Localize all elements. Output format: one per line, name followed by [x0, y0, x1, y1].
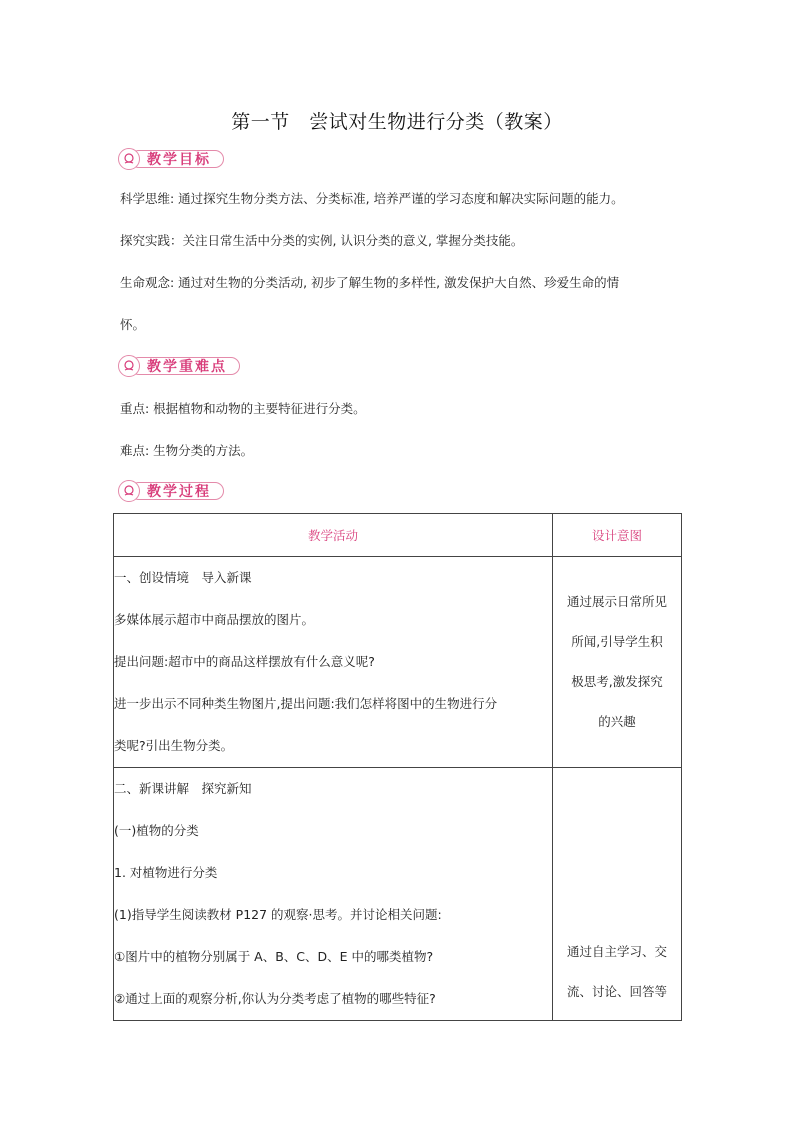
book-icon: [118, 480, 140, 502]
intent-line: 通过自主学习、交: [566, 944, 667, 959]
intent-line: 的兴趣: [598, 714, 636, 729]
goal-line: 科学思维: 通过探究生物分类方法、分类标准, 培养严谨的学习态度和解决实际问题的能力。: [120, 191, 624, 206]
column-header-activity: 教学活动: [114, 514, 553, 557]
key-point-line: 重点: 根据植物和动物的主要特征进行分类。: [120, 401, 366, 416]
intent-line: 所闻,引导学生积: [571, 634, 663, 649]
activity-line: 类呢?引出生物分类。: [114, 738, 234, 753]
section-badge-key-points: [118, 355, 240, 377]
activity-cell: [114, 768, 553, 1021]
book-icon: [118, 355, 140, 377]
activity-cell: [114, 557, 553, 768]
activity-line: 多媒体展示超市中商品摆放的图片。: [114, 612, 315, 627]
activity-line: 进一步出示不同种类生物图片,提出问题:我们怎样将图中的生物进行分: [114, 696, 498, 711]
section-badge-process: [118, 480, 224, 502]
activity-line: 一、创设情境 导入新课: [114, 570, 252, 585]
book-icon: [118, 148, 140, 170]
section-heading-key-points: 教学重难点: [130, 357, 240, 375]
activity-line: (一)植物的分类: [114, 823, 199, 838]
intent-cell: [553, 557, 682, 768]
activity-line: ②通过上面的观察分析,你认为分类考虑了植物的哪些特征?: [114, 991, 436, 1006]
activity-line: 提出问题:超市中的商品这样摆放有什么意义呢?: [114, 654, 375, 669]
process-table: [113, 513, 682, 1021]
intent-line: 极思考,激发探究: [571, 674, 663, 689]
intent-line: 流、讨论、回答等: [566, 984, 667, 999]
section-heading-goals: 教学目标: [130, 150, 224, 168]
goal-line: 探究实践：关注日常生活中分类的实例, 认识分类的意义, 掌握分类技能。: [120, 233, 524, 248]
page-title: 第一节 尝试对生物进行分类（教案）: [231, 111, 563, 133]
goal-line: 生命观念: 通过对生物的分类活动, 初步了解生物的多样性, 激发保护大自然、珍爱生命的情: [120, 275, 620, 290]
intent-line: 通过展示日常所见: [566, 594, 667, 609]
goal-line: 怀。: [120, 317, 146, 332]
key-point-line: 难点: 生物分类的方法。: [120, 443, 254, 458]
activity-line: ①图片中的植物分别属于 A、B、C、D、E 中的哪类植物?: [114, 949, 434, 964]
activity-line: 1. 对植物进行分类: [114, 865, 218, 880]
intent-cell: [553, 768, 682, 1021]
table-row: [114, 768, 682, 1021]
column-header-intent: 设计意图: [553, 514, 682, 557]
key-points-text: [120, 388, 680, 472]
table-header-row: [114, 514, 682, 557]
activity-line: (1)指导学生阅读教材 P127 的观察·思考。并讨论相关问题:: [114, 907, 442, 922]
goals-text: [120, 178, 680, 346]
activity-line: 二、新课讲解 探究新知: [114, 781, 252, 796]
section-badge-goals: [118, 148, 224, 170]
section-heading-process: 教学过程: [130, 482, 224, 500]
table-row: [114, 557, 682, 768]
